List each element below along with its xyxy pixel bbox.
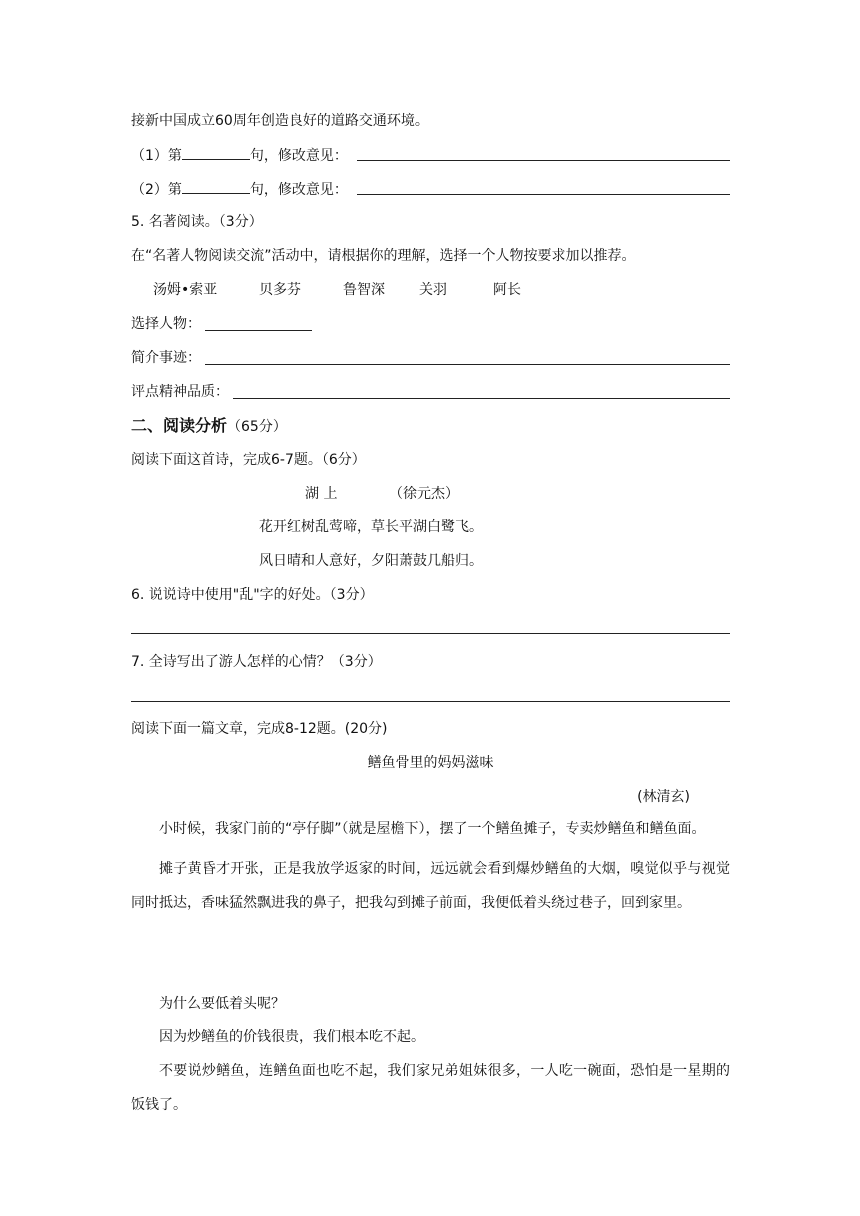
question-6: 6. 说说诗中使用"乱"字的好处。（3分） <box>131 587 374 603</box>
section-title: 二、阅读分析 <box>131 416 228 435</box>
intro-answer-line[interactable] <box>205 364 730 365</box>
edit-item-num: （1）第 <box>131 148 182 164</box>
q6-answer-line[interactable] <box>131 633 730 634</box>
select-label: 选择人物： <box>131 316 201 332</box>
article-paragraph: 摊子黄昏才开张，正是我放学返家的时间，远远就会看到爆炒鳝鱼的大烟，嗅觉似乎与视觉同时抵达，香味猛然飘进我的鼻子，把我勾到摊子前面，我便低着头绕过巷子，回到家里。 <box>131 861 730 911</box>
character-options <box>153 280 521 300</box>
edit-item-label: 句，修改意见： <box>249 148 348 164</box>
text-line: 接新中国成立60周年创造良好的道路交通环境。 <box>131 113 429 129</box>
edit-item-2 <box>131 179 348 200</box>
poem-line: 花开红树乱莺啼，草长平湖白鹭飞。 <box>259 519 483 535</box>
answer-blank[interactable] <box>182 179 250 194</box>
article-paragraph: 不要说炒鳝鱼，连鳝鱼面也吃不起，我们家兄弟姐妹很多，一人吃一碗面，恐怕是一星期的饭钱了。 <box>131 1063 730 1113</box>
poem-instruction: 阅读下面这首诗，完成6-7题。（6分） <box>131 452 366 468</box>
answer-line[interactable] <box>357 194 730 195</box>
q7-answer-line[interactable] <box>131 701 730 702</box>
option-name: 贝多芬 <box>259 282 301 298</box>
option-name: 汤姆•索亚 <box>153 282 218 298</box>
question-5-title: 5. 名著阅读。（3分） <box>131 214 263 230</box>
question-5-instruction: 在“名著人物阅读交流”活动中，请根据你的理解，选择一个人物按要求加以推荐。 <box>131 248 636 264</box>
section-heading <box>131 416 287 437</box>
comment-label: 评点精神品质： <box>131 384 229 400</box>
select-answer-line[interactable] <box>205 330 312 331</box>
option-name: 关羽 <box>419 282 447 298</box>
intro-label: 简介事迹： <box>131 350 201 366</box>
edit-item-num: （2）第 <box>131 182 182 198</box>
poem-author: （徐元杰） <box>389 486 459 502</box>
edit-item-1 <box>131 145 348 166</box>
article-paragraph: 因为炒鳝鱼的价钱很贵，我们根本吃不起。 <box>159 1029 425 1045</box>
poem-line: 风日晴和人意好，夕阳萧鼓几船归。 <box>259 553 483 569</box>
answer-blank[interactable] <box>182 145 250 160</box>
question-7: 7. 全诗写出了游人怎样的心情？（3分） <box>131 654 382 670</box>
option-name: 阿长 <box>493 282 521 298</box>
article-paragraph: 为什么要低着头呢？ <box>159 996 285 1012</box>
answer-line[interactable] <box>357 160 730 161</box>
article-instruction: 阅读下面一篇文章，完成8-12题。(20分) <box>131 721 388 737</box>
poem-title: 湖 上 <box>305 486 338 502</box>
comment-answer-line[interactable] <box>233 398 730 399</box>
article-title: 鳝鱼骨里的妈妈滋味 <box>367 755 494 771</box>
article-author: (林清玄) <box>637 789 690 805</box>
section-score: （65分） <box>227 419 287 435</box>
edit-item-label: 句，修改意见： <box>249 182 348 198</box>
article-paragraph: 小时候，我家门前的“亭仔脚”（就是屋檐下），摆了一个鳝鱼摊子，专卖炒鳝鱼和鳝鱼面。 <box>159 821 706 837</box>
option-name: 鲁智深 <box>343 282 385 298</box>
